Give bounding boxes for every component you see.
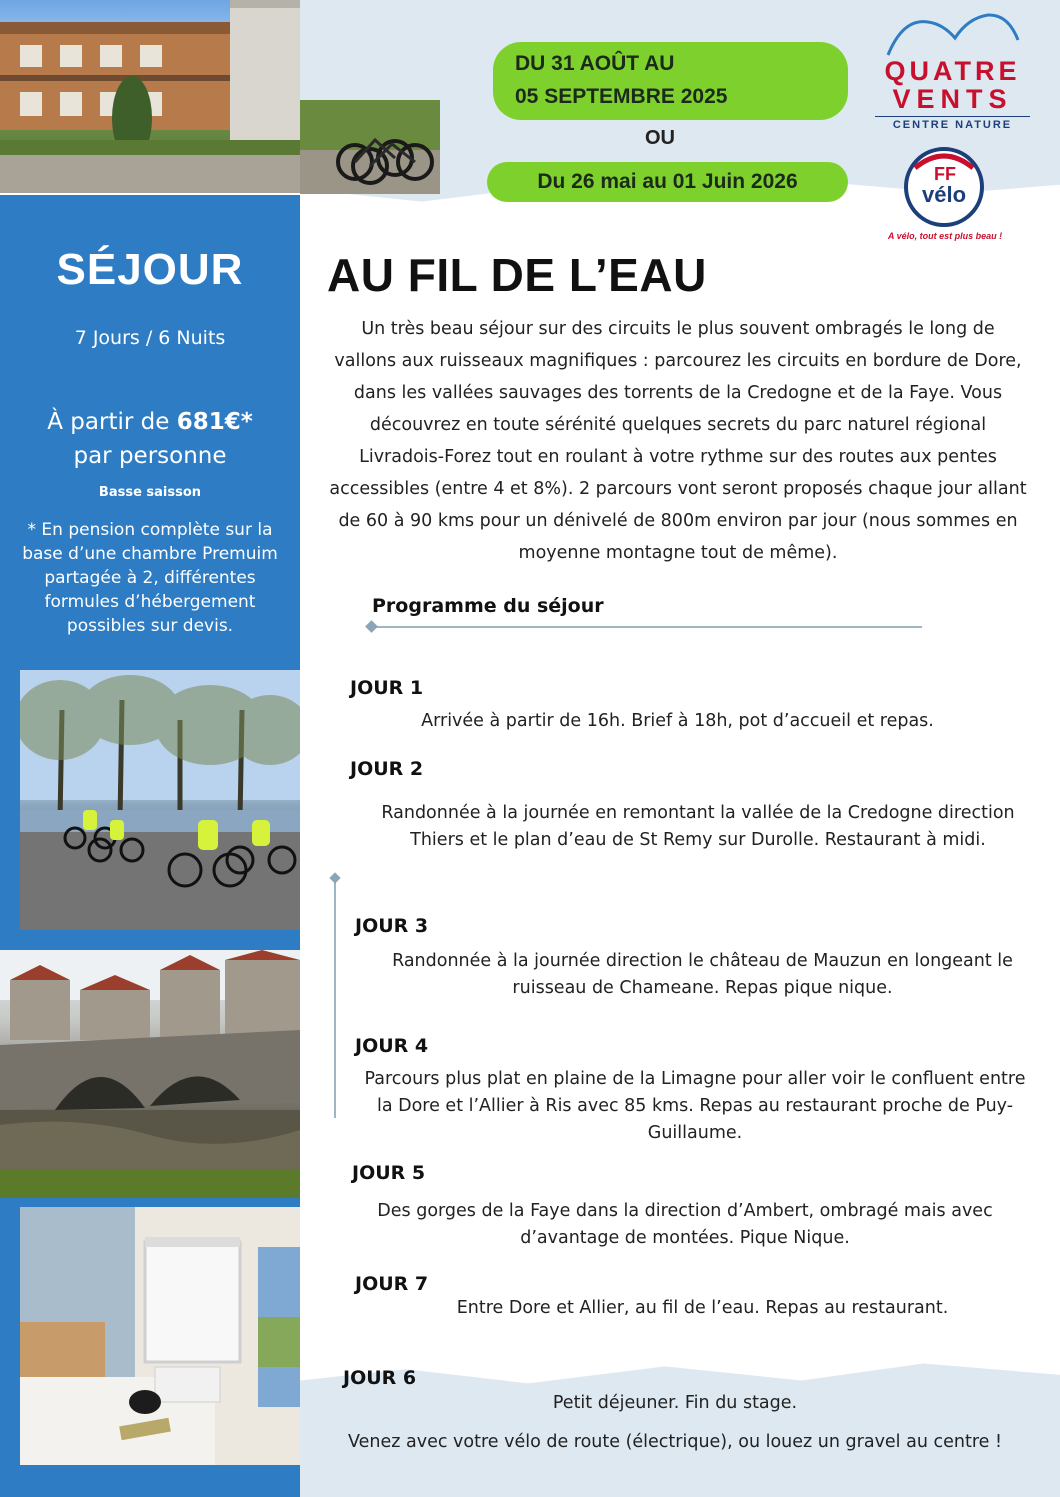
price-suffix: par personne [73, 443, 227, 469]
day-6-label: JOUR 6 [343, 1367, 417, 1389]
quatre-vents-word2: VENTS [892, 84, 1013, 114]
date-pill-2025 [493, 42, 848, 120]
day-5-text: Des gorges de la Faye dans la direction d’Ambert, ombragé mais avec d’avantage de montées. Pique Nique. [377, 1201, 993, 1248]
day-7-text: Entre Dore et Allier, au fil de l’eau. Repas au restaurant. [456, 1298, 949, 1318]
ffvelo-logo [880, 140, 1010, 245]
day-2-text: Randonnée à la journée en remontant la vallée de la Credogne direction Thiers et le plan d’eau de St Remy sur Durolle. Restaurant à midi. [381, 803, 1015, 850]
price-note: * En pension complète sur la base d’une chambre Premuim partagée à 2, différentes formules d’hébergement possibles sur devis. [22, 520, 278, 636]
intro-paragraph: Un très beau séjour sur des circuits le plus souvent ombragés le long de vallons aux ruisseaux magnifiques : parcourez les circuits en bordure de Dore, dans les vallées sauvages des torrents de la Credogne et de la Faye. Vous découvrez en toute sérénité quelques secrets du parc naturel régional Livradois-Forez tout en roulant à votre rythme sur des routes aux pentes accessibles (entre 4 et 8%). 2 parcours vont seront proposés chaque jour allant de 60 à 90 kms pour un dénivelé de 800m environ par jour (nous sommes en moyenne montagne tout de même). [329, 319, 1027, 563]
price-prefix: À partir de [47, 409, 177, 435]
day-3-label: JOUR 3 [355, 915, 429, 937]
quatre-vents-subtitle: CENTRE NATURE [875, 116, 1030, 131]
price-value: 681€* [176, 409, 253, 435]
vertical-divider-dot [329, 872, 340, 883]
quatre-vents-word1: QUATRE [884, 56, 1021, 86]
day-1-text: Arrivée à partir de 16h. Brief à 18h, pot d’accueil et repas. [421, 711, 934, 731]
ffvelo-ff-text: FF [934, 164, 956, 184]
bridge-photo [0, 950, 300, 1198]
mountain-arc-icon [883, 10, 1023, 60]
duration-text: 7 Jours / 6 Nuits [74, 327, 226, 349]
cyclists-illustration [20, 670, 300, 930]
ffvelo-velo-text: vélo [921, 182, 967, 207]
day-2-label: JOUR 2 [350, 758, 424, 780]
day-3-text: Randonnée à la journée direction le château de Mauzun en longeant le ruisseau de Chameane. Repas pique nique. [392, 951, 1013, 998]
date-pill-2026: Du 26 mai au 01 Juin 2026 [487, 162, 848, 202]
vertical-divider [334, 880, 336, 1118]
room-photo [20, 1207, 300, 1465]
program-title: Programme du séjour [372, 595, 604, 617]
day-6-text: Petit déjeuner. Fin du stage. [552, 1393, 798, 1413]
bikes-illustration [0, 0, 300, 193]
date-pill-2025-line2: 05 SEPTEMBRE 2025 [515, 85, 728, 108]
program-divider [372, 626, 922, 628]
parked-bikes-illustration [300, 100, 440, 194]
cyclists-photo [20, 670, 300, 930]
or-separator: OU [645, 127, 675, 149]
day-4-text: Parcours plus plat en plaine de la Limagne pour aller voir le confluent entre la Dore et l’Allier à Ris avec 85 kms. Repas au restaurant proche de Puy-Guillaume. [364, 1069, 1026, 1143]
day-4-label: JOUR 4 [355, 1035, 429, 1057]
sejour-title: SÉJOUR [56, 245, 244, 294]
lodge-photo [0, 0, 300, 193]
day-7-label: JOUR 7 [355, 1273, 429, 1295]
day-1-label: JOUR 1 [350, 677, 424, 699]
ffvelo-slogan: A vélo, tout est plus beau ! [887, 231, 1003, 241]
room-illustration [20, 1207, 300, 1465]
season-label: Basse saisson [98, 485, 202, 500]
page-title: AU FIL DE L’EAU [327, 249, 707, 301]
footer-note: Venez avec votre vélo de route (électrique), ou louez un gravel au centre ! [348, 1432, 1002, 1452]
date-pill-2025-line1: DU 31 AOÛT AU [515, 52, 675, 75]
price-block [0, 405, 300, 473]
day-5-label: JOUR 5 [352, 1162, 426, 1184]
bridge-illustration [0, 950, 300, 1198]
program-divider-dot [365, 620, 378, 633]
quatre-vents-logo [875, 10, 1030, 140]
